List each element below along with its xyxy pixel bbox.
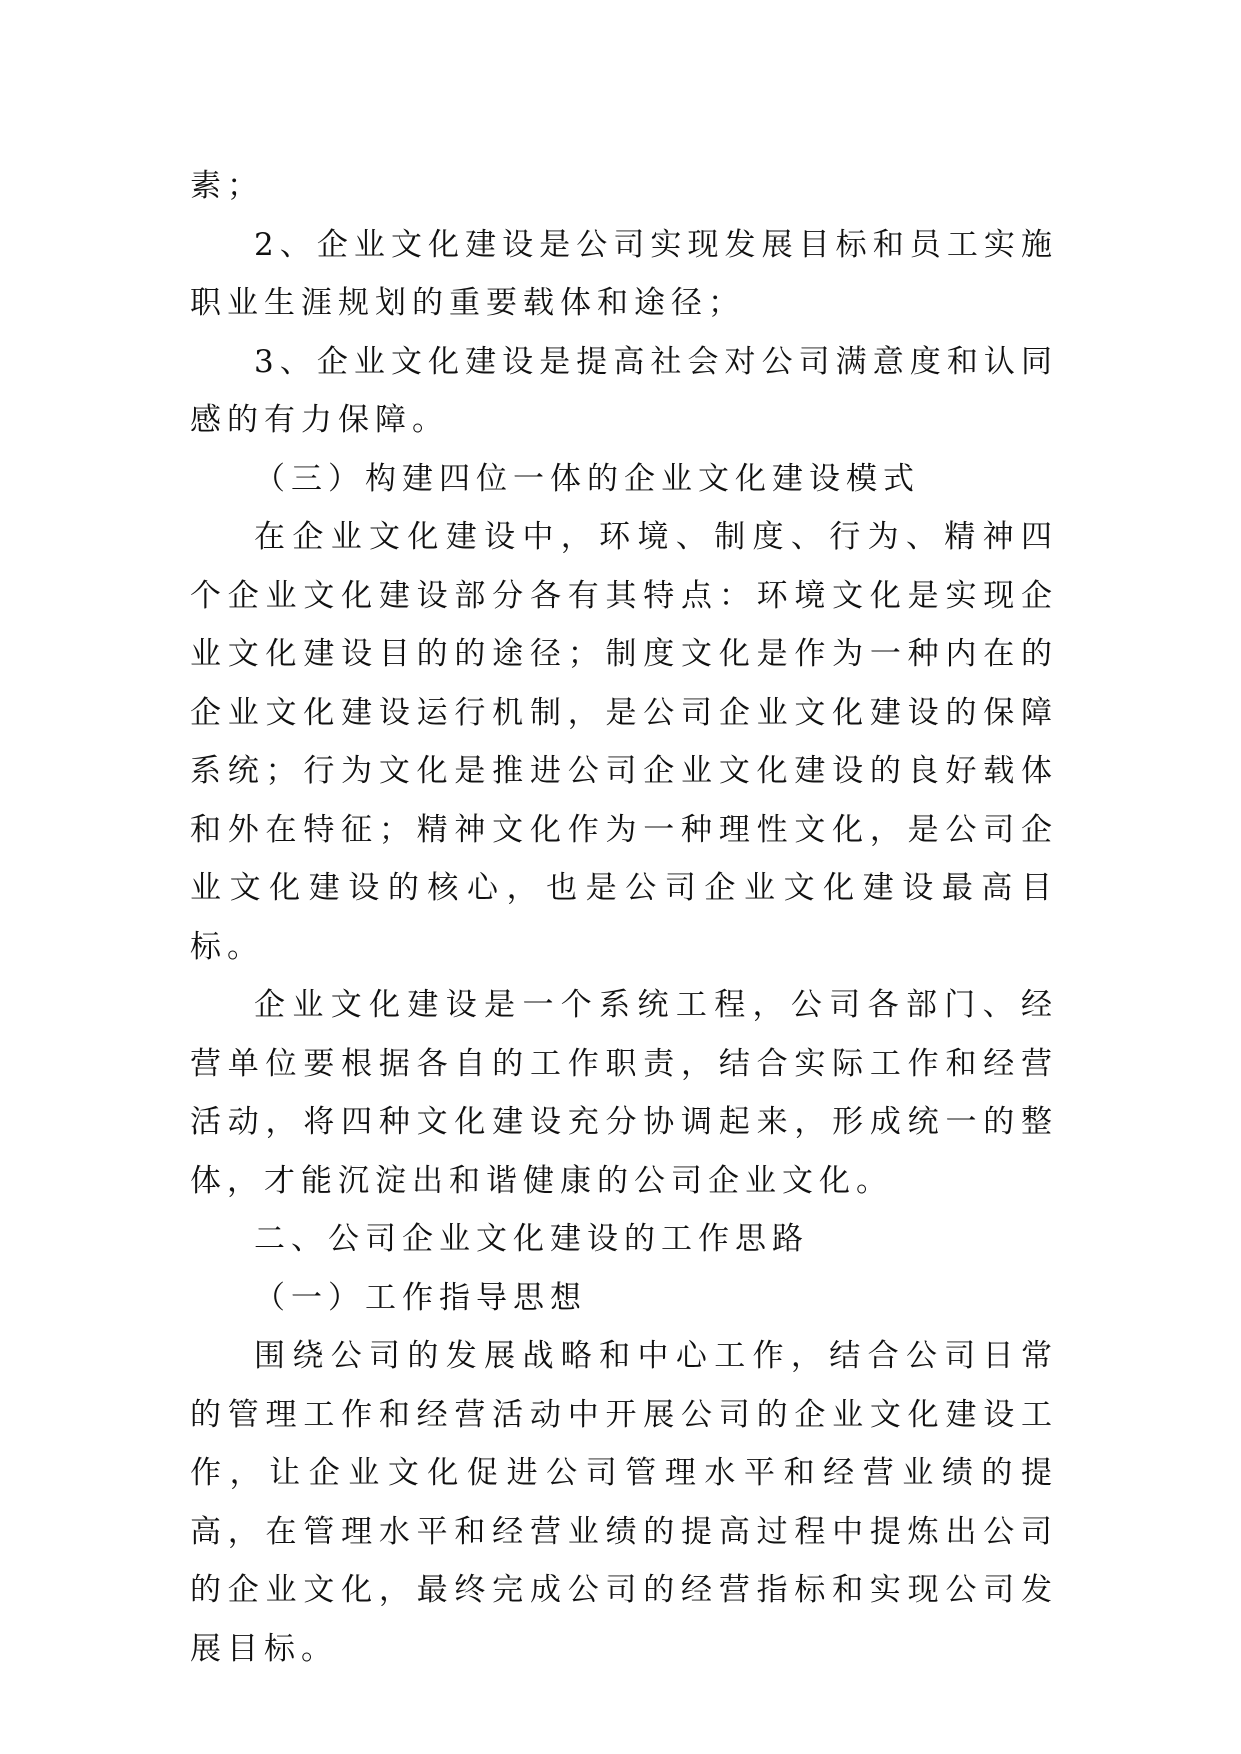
paragraph-system-engineering: 企业文化建设是一个系统工程，公司各部门、经营单位要根据各自的工作职责，结合实际工作和经营活动，将四种文化建设充分协调起来，形成统一的整体，才能沉淀出和谐健康的公司企业文化。 bbox=[190, 987, 1058, 1199]
paragraph-four-in-one: 在企业文化建设中，环境、制度、行为、精神四个企业文化建设部分各有其特点：环境文化是实现企业文化建设目的的途径；制度文化是作为一种内在的企业文化建设运行机制，是公司企业文化建设的保障系统；行为文化是推进公司企业文化建设的良好载体和外在特征；精神文化作为一种理性文化，是公司企业文化建设的核心，也是公司企业文化建设最高目标。 bbox=[190, 519, 1058, 965]
section-heading-3: （三）构建四位一体的企业文化建设模式 bbox=[254, 460, 920, 497]
paragraph-guiding-ideology: 围绕公司的发展战略和中心工作，结合公司日常的管理工作和经营活动中开展公司的企业文化建设工作，让企业文化促进公司管理水平和经营业绩的提高，在管理水平和经营业绩的提高过程中提炼出公司的企业文化，最终完成公司的经营指标和实现公司发展目标。 bbox=[190, 1338, 1058, 1667]
paragraph-item-3: 3、企业文化建设是提高社会对公司满意度和认同感的有力保障。 bbox=[190, 343, 1058, 438]
paragraph-continuation: 素； bbox=[190, 168, 264, 204]
section-heading-1: （一）工作指导思想 bbox=[254, 1279, 587, 1316]
paragraph-item-2: 2、企业文化建设是公司实现发展目标和员工实施职业生涯规划的重要载体和途径； bbox=[190, 226, 1058, 321]
chapter-heading-2: 二、公司企业文化建设的工作思路 bbox=[254, 1221, 809, 1257]
document-body bbox=[190, 157, 1058, 1678]
